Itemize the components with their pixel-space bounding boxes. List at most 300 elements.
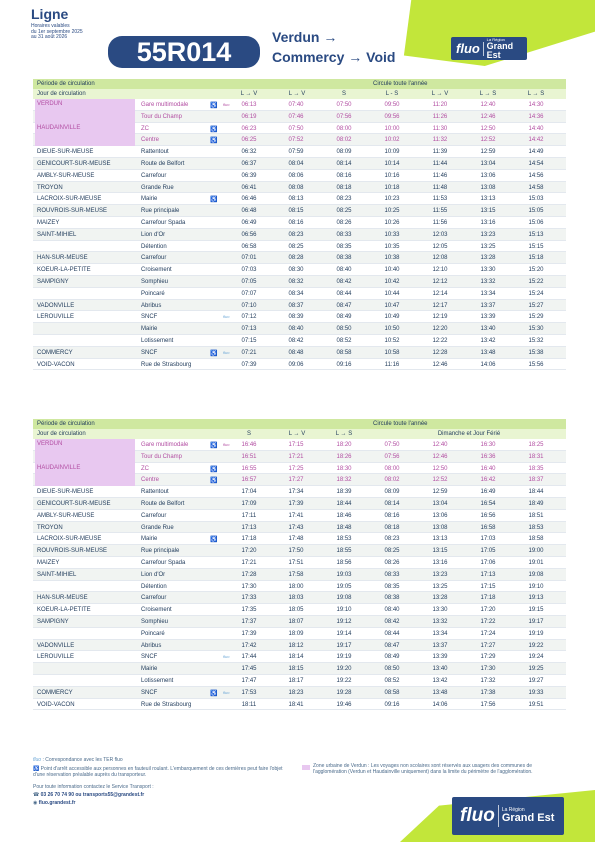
footer-notes bbox=[33, 757, 283, 806]
departure-time: 15:05 bbox=[528, 208, 544, 215]
stop-name: Carrefour bbox=[141, 512, 167, 519]
departure-time: 13:40 bbox=[432, 666, 448, 673]
departure-time: 08:26 bbox=[384, 559, 400, 566]
departure-time: 10:38 bbox=[384, 255, 400, 262]
departure-time: 15:18 bbox=[528, 255, 544, 262]
departure-time: 11:39 bbox=[432, 149, 448, 156]
departure-time: 12:50 bbox=[432, 465, 448, 472]
departure-time: 08:40 bbox=[384, 607, 400, 614]
departure-time: 14:06 bbox=[480, 361, 496, 368]
validity-line: du 1er septembre 2025 bbox=[31, 28, 83, 35]
departure-time: 07:13 bbox=[241, 326, 257, 333]
logo-separator bbox=[483, 42, 484, 56]
departure-time: 14:49 bbox=[528, 149, 544, 156]
stop-name: Lotissement bbox=[141, 677, 174, 684]
departure-time: 10:02 bbox=[384, 137, 400, 144]
departure-time: 12:28 bbox=[432, 349, 448, 356]
departure-time: 08:23 bbox=[384, 536, 400, 543]
departure-time: 16:30 bbox=[480, 442, 496, 448]
departure-time: 10:50 bbox=[384, 326, 400, 333]
stop-row bbox=[33, 158, 566, 170]
stop-row bbox=[33, 592, 566, 604]
wheelchair-icon: ♿ bbox=[33, 766, 40, 772]
departure-time: 17:09 bbox=[241, 500, 257, 507]
departure-time: 09:06 bbox=[288, 361, 304, 368]
logo-region-small: La Région bbox=[501, 807, 525, 813]
departure-time: 10:23 bbox=[384, 196, 400, 203]
departure-time: 12:05 bbox=[432, 243, 448, 250]
departure-time: 17:39 bbox=[241, 630, 257, 637]
stop-row bbox=[33, 498, 566, 510]
departure-time: 18:09 bbox=[288, 630, 304, 637]
stop-name: Abribus bbox=[141, 302, 162, 309]
departure-time: 06:19 bbox=[241, 113, 257, 120]
stop-row bbox=[33, 300, 566, 312]
departure-time: 19:25 bbox=[528, 666, 544, 673]
logo-region-name: Grand Est bbox=[486, 40, 514, 60]
stop-town: VOID-VACON bbox=[37, 361, 75, 368]
fluo-train-icon: fluo bbox=[223, 349, 230, 355]
departure-time: 14:06 bbox=[432, 701, 448, 708]
stop-name: Croisement bbox=[141, 267, 172, 274]
departure-time: 18:41 bbox=[288, 701, 304, 708]
stop-row bbox=[33, 545, 566, 557]
stop-town: LEROUVILLE bbox=[37, 654, 75, 661]
departure-time: 08:15 bbox=[288, 208, 304, 215]
departure-time: 11:26 bbox=[432, 113, 448, 120]
departure-time: 13:48 bbox=[480, 349, 496, 356]
stop-town: SAMPIGNY bbox=[37, 278, 69, 285]
departure-time: 13:30 bbox=[432, 607, 448, 614]
departure-time: 08:49 bbox=[384, 654, 400, 661]
departure-time: 12:40 bbox=[480, 102, 496, 108]
departure-time: 17:15 bbox=[480, 583, 496, 590]
departure-time: 11:48 bbox=[432, 184, 448, 191]
departure-time: 17:33 bbox=[241, 595, 257, 602]
stop-row bbox=[33, 628, 566, 640]
stop-town: LACROIX-SUR-MEUSE bbox=[37, 196, 102, 203]
departure-time: 08:18 bbox=[384, 524, 400, 531]
stop-row bbox=[33, 569, 566, 581]
stop-name: Route de Belfort bbox=[141, 500, 185, 507]
departure-time: 16:58 bbox=[480, 524, 496, 531]
departure-time: 11:30 bbox=[432, 125, 448, 132]
period-row bbox=[33, 419, 566, 429]
departure-time: 07:05 bbox=[241, 278, 257, 285]
departure-time: 19:03 bbox=[336, 571, 352, 578]
departure-time: 16:55 bbox=[241, 465, 257, 472]
departure-time: 16:40 bbox=[480, 465, 496, 472]
departure-time: 16:42 bbox=[480, 477, 496, 484]
day-header: L → V bbox=[288, 91, 306, 97]
departure-time: 16:57 bbox=[241, 477, 257, 484]
stop-town: VOID-VACON bbox=[37, 701, 75, 708]
page-header bbox=[0, 0, 595, 78]
day-header: L → S bbox=[527, 91, 545, 97]
departure-time: 12:46 bbox=[432, 361, 448, 368]
stop-row bbox=[33, 111, 566, 123]
departure-time: 10:00 bbox=[384, 125, 400, 132]
stop-name: SNCF bbox=[141, 654, 158, 661]
departure-time: 18:31 bbox=[528, 453, 544, 460]
stop-town: MAIZEY bbox=[37, 219, 60, 226]
departure-time: 06:13 bbox=[241, 102, 257, 108]
stop-row bbox=[33, 252, 566, 264]
departure-time: 17:58 bbox=[288, 571, 304, 578]
timetable-weekday bbox=[33, 79, 566, 370]
stop-town: LEROUVILLE bbox=[37, 314, 75, 321]
departure-time: 14:58 bbox=[528, 184, 544, 191]
departure-time: 08:38 bbox=[336, 255, 352, 262]
departure-time: 16:51 bbox=[241, 453, 257, 460]
departure-time: 17:51 bbox=[288, 559, 304, 566]
departure-time: 17:15 bbox=[288, 442, 304, 448]
stop-name: Mairie bbox=[141, 536, 158, 543]
departure-time: 10:25 bbox=[384, 208, 400, 215]
departure-time: 17:48 bbox=[288, 536, 304, 543]
stop-name: Centre bbox=[141, 477, 160, 484]
departure-time: 08:14 bbox=[384, 500, 400, 507]
departure-time: 09:16 bbox=[384, 701, 400, 708]
wheelchair-icon: ♿ bbox=[210, 690, 218, 697]
departure-time: 10:49 bbox=[384, 314, 400, 321]
logo-fluo-text: fluo bbox=[460, 805, 495, 826]
stop-name: Grande Rue bbox=[141, 184, 174, 191]
departure-time: 07:40 bbox=[288, 102, 304, 108]
departure-time: 19:10 bbox=[336, 607, 352, 614]
departure-time: 19:17 bbox=[336, 642, 352, 649]
departure-time: 08:23 bbox=[336, 196, 352, 203]
departure-time: 16:46 bbox=[241, 442, 257, 448]
departure-time: 06:56 bbox=[241, 231, 257, 238]
departure-time: 13:25 bbox=[480, 243, 496, 250]
logo-separator bbox=[498, 805, 499, 827]
departure-time: 13:08 bbox=[480, 184, 496, 191]
stop-row bbox=[33, 134, 566, 146]
departure-time: 15:06 bbox=[528, 219, 544, 226]
stop-town: VADONVILLE bbox=[37, 302, 75, 309]
departure-time: 08:25 bbox=[336, 208, 352, 215]
zone-swatch bbox=[302, 765, 310, 770]
departure-time: 18:03 bbox=[288, 595, 304, 602]
departure-time: 08:09 bbox=[336, 149, 352, 156]
departure-time: 08:02 bbox=[336, 137, 352, 144]
departure-time: 07:56 bbox=[336, 113, 352, 120]
accessibility-note-text: Point d'arrêt accessible aux personnes en fauteuil roulant. L'embarquement de ces dernières peut faire l'objet d'une réservation préalable auprès du transporteur. bbox=[33, 766, 283, 778]
departure-time: 10:44 bbox=[384, 290, 400, 297]
departure-time: 08:06 bbox=[288, 172, 304, 179]
stop-row bbox=[33, 347, 566, 359]
departure-time: 13:32 bbox=[432, 618, 448, 625]
departure-time: 18:12 bbox=[288, 642, 304, 649]
stop-row bbox=[33, 675, 566, 687]
stop-row bbox=[33, 522, 566, 534]
departure-time: 15:22 bbox=[528, 278, 544, 285]
route-line: Verdun → bbox=[272, 29, 338, 45]
stop-row bbox=[33, 205, 566, 217]
stop-town: KOEUR-LA-PETITE bbox=[37, 607, 91, 614]
wheelchair-icon: ♿ bbox=[210, 126, 218, 133]
departure-time: 13:23 bbox=[480, 231, 496, 238]
stop-town: MAIZEY bbox=[37, 559, 60, 566]
departure-time: 17:18 bbox=[241, 536, 257, 543]
departure-time: 17:20 bbox=[241, 548, 257, 555]
departure-time: 07:12 bbox=[241, 314, 257, 321]
departure-time: 17:56 bbox=[480, 701, 496, 708]
departure-time: 18:56 bbox=[336, 559, 352, 566]
stop-town: COMMERCY bbox=[37, 689, 73, 696]
phone-icon: ☎ bbox=[33, 792, 40, 798]
stop-town: VADONVILLE bbox=[37, 642, 75, 649]
departure-time: 14:56 bbox=[528, 172, 544, 179]
departure-time: 08:52 bbox=[336, 337, 352, 344]
wheelchair-icon: ♿ bbox=[210, 138, 218, 145]
stop-town: VERDUN bbox=[35, 439, 135, 451]
stop-town: KOEUR-LA-PETITE bbox=[37, 267, 91, 274]
departure-time: 08:49 bbox=[336, 314, 352, 321]
validity-line: au 31 août 2026 bbox=[31, 34, 68, 41]
stop-row bbox=[33, 241, 566, 253]
departure-time: 19:51 bbox=[528, 701, 544, 708]
departure-time: 13:04 bbox=[480, 160, 496, 167]
departure-time: 06:49 bbox=[241, 219, 257, 226]
departure-time: 19:20 bbox=[336, 666, 352, 673]
stop-row bbox=[33, 193, 566, 205]
stop-name: Carrefour bbox=[141, 255, 167, 262]
departure-time: 09:56 bbox=[384, 113, 400, 120]
departure-time: 08:38 bbox=[384, 595, 400, 602]
departure-time: 13:06 bbox=[480, 172, 496, 179]
departure-time: 11:55 bbox=[432, 208, 448, 215]
stop-name: Rue de Strasbourg bbox=[141, 361, 192, 368]
stop-town: AMBLY-SUR-MEUSE bbox=[37, 512, 95, 519]
departure-time: 08:30 bbox=[288, 267, 304, 274]
departure-time: 17:11 bbox=[241, 512, 257, 519]
day-header: L → S bbox=[335, 431, 353, 437]
departure-time: 07:59 bbox=[288, 149, 304, 156]
departure-time: 10:40 bbox=[384, 267, 400, 274]
departure-time: 14:36 bbox=[528, 113, 544, 120]
departure-time: 17:43 bbox=[288, 524, 304, 531]
stop-name: Lion d'Or bbox=[141, 571, 166, 578]
departure-time: 13:28 bbox=[432, 595, 448, 602]
departure-time: 10:16 bbox=[384, 172, 400, 179]
validity-line: Horaires valables bbox=[31, 23, 70, 29]
departure-time: 17:38 bbox=[480, 689, 496, 696]
departure-time: 10:14 bbox=[384, 160, 400, 167]
departure-time: 18:53 bbox=[528, 524, 544, 531]
departure-time: 18:44 bbox=[336, 500, 352, 507]
day-header: Dimanche et Jour Férié bbox=[437, 431, 501, 437]
departure-time: 12:03 bbox=[432, 231, 448, 238]
stop-name: SNCF bbox=[141, 689, 158, 696]
departure-time: 18:37 bbox=[528, 477, 544, 484]
departure-time: 06:48 bbox=[241, 208, 257, 215]
departure-time: 12:08 bbox=[432, 255, 448, 262]
departure-time: 18:25 bbox=[528, 442, 544, 448]
departure-time: 18:49 bbox=[528, 500, 544, 507]
departure-time: 08:44 bbox=[336, 290, 352, 297]
stop-row bbox=[33, 229, 566, 241]
departure-time: 06:46 bbox=[241, 196, 257, 203]
stop-name: ZC bbox=[141, 465, 149, 472]
departure-time: 08:35 bbox=[336, 243, 352, 250]
route-title bbox=[272, 27, 395, 67]
departure-time: 06:41 bbox=[241, 184, 257, 191]
stop-town bbox=[35, 474, 135, 486]
departure-time: 13:06 bbox=[432, 512, 448, 519]
departure-time: 19:17 bbox=[528, 618, 544, 625]
stop-town bbox=[35, 451, 135, 463]
departure-time: 17:30 bbox=[241, 583, 257, 590]
stop-name: Route de Belfort bbox=[141, 160, 185, 167]
departure-time: 09:50 bbox=[384, 102, 400, 108]
departure-time: 08:32 bbox=[288, 278, 304, 285]
departure-time: 10:18 bbox=[384, 184, 400, 191]
departure-time: 07:39 bbox=[241, 361, 257, 368]
departure-time: 13:13 bbox=[480, 196, 496, 203]
departure-time: 14:42 bbox=[528, 137, 544, 144]
stop-name: Gare multimodale bbox=[141, 442, 189, 448]
departure-time: 08:09 bbox=[384, 489, 400, 496]
stop-name: Détention bbox=[141, 243, 167, 250]
stop-row bbox=[33, 335, 566, 347]
departure-time: 08:33 bbox=[384, 571, 400, 578]
departure-time: 13:16 bbox=[480, 219, 496, 226]
departure-time: 18:32 bbox=[336, 477, 352, 484]
departure-time: 12:17 bbox=[432, 302, 448, 309]
stop-row bbox=[33, 463, 566, 475]
stop-town: COMMERCY bbox=[37, 349, 73, 356]
departure-time: 17:24 bbox=[480, 630, 496, 637]
stop-row bbox=[33, 663, 566, 675]
departure-time: 07:15 bbox=[241, 337, 257, 344]
wheelchair-icon: ♿ bbox=[210, 103, 218, 109]
departure-time: 15:15 bbox=[528, 243, 544, 250]
departure-time: 19:05 bbox=[336, 583, 352, 590]
departure-time: 13:28 bbox=[480, 255, 496, 262]
departure-time: 12:52 bbox=[432, 477, 448, 484]
departure-time: 13:37 bbox=[432, 642, 448, 649]
footer-fluo-logo bbox=[452, 797, 564, 835]
stop-row bbox=[33, 276, 566, 288]
departure-time: 08:42 bbox=[336, 278, 352, 285]
stop-name: Tour du Champ bbox=[141, 453, 183, 460]
departure-time: 06:39 bbox=[241, 172, 257, 179]
departure-time: 08:13 bbox=[288, 196, 304, 203]
departure-time: 17:28 bbox=[241, 571, 257, 578]
departure-time: 13:15 bbox=[432, 548, 448, 555]
stop-name: Carrefour Spada bbox=[141, 219, 186, 226]
departure-time: 17:21 bbox=[241, 559, 257, 566]
departure-time: 14:54 bbox=[528, 160, 544, 167]
departure-time: 12:59 bbox=[432, 489, 448, 496]
stop-name: Carrefour bbox=[141, 595, 167, 602]
departure-time: 17:27 bbox=[480, 642, 496, 649]
stop-name: Tour du Champ bbox=[141, 113, 183, 120]
departure-time: 08:16 bbox=[336, 172, 352, 179]
stop-row bbox=[33, 651, 566, 663]
departure-time: 08:04 bbox=[288, 160, 304, 167]
departure-time: 08:40 bbox=[288, 326, 304, 333]
stop-row bbox=[33, 288, 566, 300]
departure-time: 11:16 bbox=[384, 361, 400, 368]
wheelchair-icon: ♿ bbox=[210, 537, 218, 544]
departure-time: 19:14 bbox=[336, 630, 352, 637]
contact-web bbox=[33, 800, 283, 806]
stop-name: Lion d'Or bbox=[141, 231, 166, 238]
departure-time: 17:06 bbox=[480, 559, 496, 566]
stop-town: SAMPIGNY bbox=[37, 618, 69, 625]
contact-web-text[interactable]: fluo.grandest.fr bbox=[38, 800, 76, 806]
logo-region-name: Grand Est bbox=[501, 812, 555, 824]
departure-time: 08:42 bbox=[288, 337, 304, 344]
departure-time: 07:01 bbox=[241, 255, 257, 262]
stop-town: DIEUE-SUR-MEUSE bbox=[37, 149, 94, 156]
zone-note: Zone urbaine de Verdun : Les voyages non scolaires sont réservés aux usagers des communes de l'agglomération (Verdun et Haudainville uniquement) dans la limite du périmètre de l'agglomération. bbox=[313, 763, 533, 775]
stop-row bbox=[33, 474, 566, 486]
stop-row bbox=[33, 99, 566, 111]
stop-name: Mairie bbox=[141, 196, 158, 203]
departure-time: 08:48 bbox=[288, 349, 304, 356]
ligne-title: Ligne bbox=[31, 6, 69, 22]
stop-town: ROUVROIS-SUR-MEUSE bbox=[37, 548, 108, 555]
departure-time: 10:09 bbox=[384, 149, 400, 156]
stop-name: Lotissement bbox=[141, 337, 174, 344]
days-label: Jour de circulation bbox=[37, 431, 86, 437]
departure-time: 12:52 bbox=[480, 137, 496, 144]
departure-time: 12:59 bbox=[480, 149, 496, 156]
stop-name: Poincaré bbox=[141, 630, 165, 637]
contact-phone bbox=[33, 792, 283, 798]
fluo-note-text: Correspondance avec les TER fluo bbox=[45, 757, 123, 763]
stop-row bbox=[33, 264, 566, 276]
departure-time: 08:26 bbox=[336, 219, 352, 226]
departure-time: 17:32 bbox=[480, 677, 496, 684]
fluo-train-icon: fluo bbox=[223, 442, 230, 447]
departure-time: 08:25 bbox=[384, 548, 400, 555]
stop-town: HAN-SUR-MEUSE bbox=[37, 595, 88, 602]
departure-time: 18:46 bbox=[336, 512, 352, 519]
departure-time: 17:35 bbox=[241, 607, 257, 614]
validity-dates bbox=[31, 24, 101, 41]
departure-time: 13:39 bbox=[480, 314, 496, 321]
departure-time: 17:34 bbox=[288, 489, 304, 496]
departure-time: 17:47 bbox=[241, 677, 257, 684]
departure-time: 07:50 bbox=[384, 442, 400, 448]
departure-time: 19:19 bbox=[528, 630, 544, 637]
departure-time: 10:33 bbox=[384, 231, 400, 238]
departure-time: 08:50 bbox=[384, 666, 400, 673]
departure-time: 17:13 bbox=[480, 571, 496, 578]
departure-time: 08:02 bbox=[384, 477, 400, 484]
departure-time: 08:50 bbox=[336, 326, 352, 333]
departure-time: 06:37 bbox=[241, 160, 257, 167]
departure-time: 12:46 bbox=[480, 113, 496, 120]
departure-time: 10:47 bbox=[384, 302, 400, 309]
period-value: Circule toute l'année bbox=[373, 81, 428, 87]
departure-time: 17:05 bbox=[480, 548, 496, 555]
departure-time: 18:00 bbox=[288, 583, 304, 590]
stop-town: DIEUE-SUR-MEUSE bbox=[37, 489, 94, 496]
stop-town: TROYON bbox=[37, 524, 63, 531]
departure-time: 13:08 bbox=[432, 524, 448, 531]
stop-name: Rattentout bbox=[141, 489, 169, 496]
departure-time: 08:42 bbox=[384, 618, 400, 625]
departure-time: 15:38 bbox=[528, 349, 544, 356]
departure-time: 18:23 bbox=[288, 689, 304, 696]
days-row bbox=[33, 429, 566, 439]
